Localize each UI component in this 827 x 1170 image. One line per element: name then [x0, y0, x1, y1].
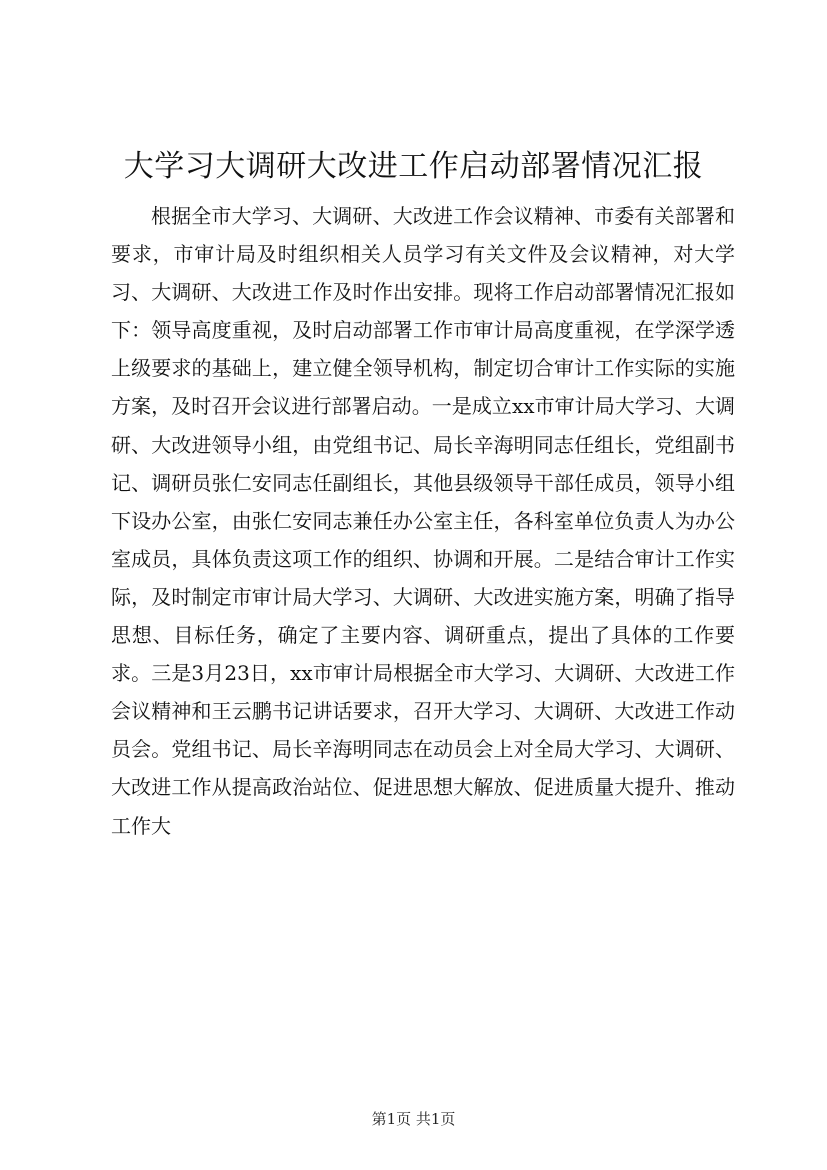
page-footer: 第1页 共1页	[371, 1110, 456, 1128]
document-title: 大学习大调研大改进工作启动部署情况汇报	[123, 149, 704, 184]
document-body: 根据全市大学习、大调研、大改进工作会议精神、市委有关部署和要求，市审计局及时组织相关人员学习有关文件及会议精神，对大学习、大调研、大改进工作及时作出安排。现将工作启动部署情况汇报如下：领导高度重视，及时启动部署工作市审计局高度重视，在学深学透上级要求的基础上，建立健全领导机构，制定切合审计工作实际的实施方案，及时召开会议进行部署启动。一是成立xx市审计局大学习、大调研、大改进领导小组，由党组书记、局长辛海明同志任组长，党组副书记、调研员张仁安同志任副组长，其他县级领导干部任成员，领导小组下设办公室，由张仁安同志兼任办公室主任，各科室单位负责人为办公室成员，具体负责这项工作的组织、协调和开展。二是结合审计工作实际，及时制定市审计局大学习、大调研、大改进实施方案，明确了指导思想、目标任务，确定了主要内容、调研重点，提出了具体的工作要求。三是3月23日，xx市审计局根据全市大学习、大调研、大改进工作会议精神和王云鹏书记讲话要求，召开大学习、大调研、大改进工作动员会。党组书记、局长辛海明同志在动员会上对全局大学习、大调研、大改进工作从提高政治站位、促进思想大解放、促进质量大提升、推动工作大	[111, 204, 735, 838]
